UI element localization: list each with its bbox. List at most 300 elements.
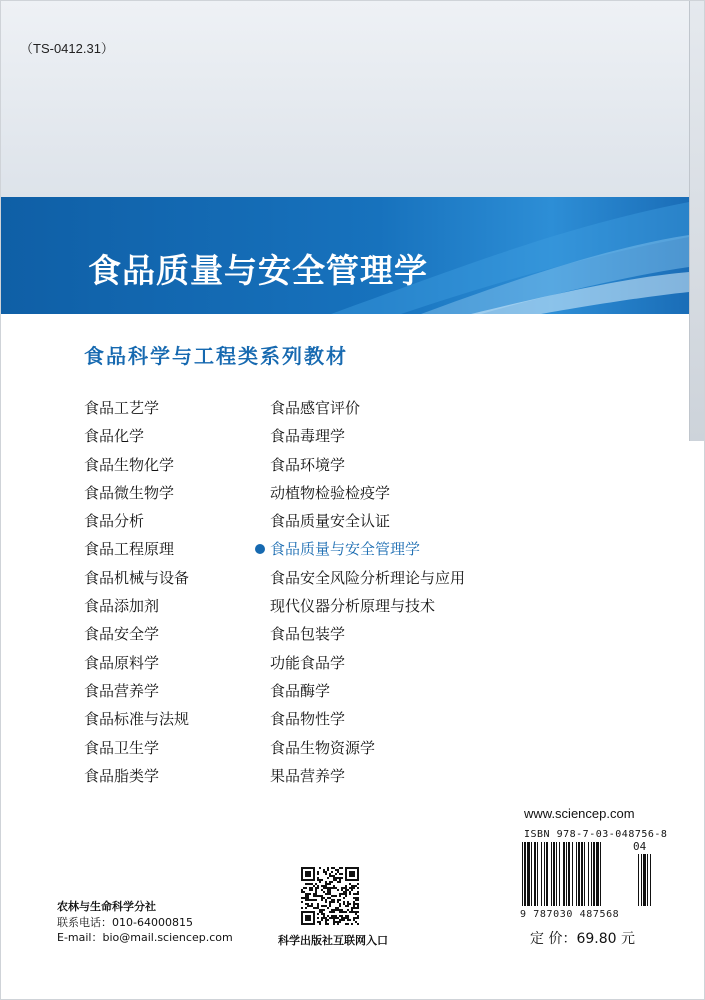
qr-module (351, 885, 353, 887)
qr-module (345, 911, 347, 913)
qr-module (331, 915, 333, 917)
qr-module (325, 871, 327, 873)
qr-module (307, 893, 309, 895)
qr-module (333, 919, 335, 921)
qr-module (317, 877, 319, 879)
qr-module (355, 913, 357, 915)
qr-finder-module (313, 877, 315, 879)
qr-module (325, 893, 327, 895)
qr-module (317, 871, 319, 873)
qr-module (353, 893, 355, 895)
qr-module (343, 897, 345, 899)
qr-module (333, 867, 335, 869)
qr-module (333, 885, 335, 887)
qr-module (353, 917, 355, 919)
qr-module (357, 917, 359, 919)
qr-finder-module (355, 867, 357, 869)
qr-module (303, 897, 305, 899)
qr-module (311, 905, 313, 907)
qr-module (317, 895, 319, 897)
qr-finder-module (301, 917, 303, 919)
qr-module (323, 917, 325, 919)
qr-label: 科学出版社互联网入口 (278, 934, 388, 947)
qr-module (347, 901, 349, 903)
qr-module (313, 907, 315, 909)
qr-finder-module (307, 923, 309, 925)
qr-finder-module (309, 879, 311, 881)
qr-module (335, 907, 337, 909)
qr-module (353, 887, 355, 889)
qr-finder-module (307, 867, 309, 869)
qr-module (305, 907, 307, 909)
qr-module (341, 867, 343, 869)
qr-module (353, 901, 355, 903)
qr-module (319, 909, 321, 911)
barcode-bar (588, 842, 589, 906)
qr-finder-module (353, 867, 355, 869)
series-item: 食品添加剂 (84, 597, 160, 616)
qr-module (303, 887, 305, 889)
qr-module (317, 907, 319, 909)
qr-module (333, 895, 335, 897)
qr-finder-module (351, 879, 353, 881)
qr-module (339, 911, 341, 913)
barcode-bar (576, 842, 577, 906)
qr-finder-module (307, 911, 309, 913)
qr-module (307, 905, 309, 907)
qr-module (317, 917, 319, 919)
qr-module (327, 915, 329, 917)
qr-finder-module (345, 879, 347, 881)
qr-finder-module (309, 873, 311, 875)
qr-module (333, 875, 335, 877)
qr-module (347, 917, 349, 919)
qr-module (343, 901, 345, 903)
qr-module (347, 919, 349, 921)
qr-finder-module (311, 923, 313, 925)
barcode-addon-bar (650, 854, 651, 906)
qr-module (327, 887, 329, 889)
qr-finder-module (305, 923, 307, 925)
qr-module (325, 905, 327, 907)
qr-module (337, 877, 339, 879)
qr-module (311, 889, 313, 891)
qr-module (333, 909, 335, 911)
isbn-text: ISBN 978-7-03-048756-8 (524, 829, 668, 840)
qr-module (325, 917, 327, 919)
qr-finder-module (313, 869, 315, 871)
qr-module (311, 903, 313, 905)
qr-finder-module (305, 915, 307, 917)
qr-module (301, 891, 303, 893)
qr-module (323, 905, 325, 907)
series-item: 食品工艺学 (84, 399, 160, 417)
qr-finder-module (357, 867, 359, 869)
qr-module (323, 871, 325, 873)
qr-module (335, 877, 337, 879)
qr-module (343, 919, 345, 921)
qr-module (327, 889, 329, 891)
qr-finder-module (313, 911, 315, 913)
series-item-current (270, 535, 465, 563)
qr-finder-module (357, 871, 359, 873)
qr-finder-module (303, 867, 305, 869)
qr-module (339, 879, 341, 881)
qr-module (343, 891, 345, 893)
qr-finder-module (311, 911, 313, 913)
qr-module (347, 915, 349, 917)
qr-module (321, 905, 323, 907)
qr-module (343, 893, 345, 895)
qr-finder-module (357, 873, 359, 875)
qr-finder-module (355, 879, 357, 881)
barcode-addon-bar (638, 854, 639, 906)
qr-module (307, 899, 309, 901)
qr-module (341, 887, 343, 889)
qr-module (313, 895, 315, 897)
qr-module (333, 877, 335, 879)
qr-module (337, 917, 339, 919)
series-item: 食品物性学 (270, 710, 346, 729)
qr-module (341, 889, 343, 891)
qr-module (317, 913, 319, 915)
qr-module (347, 909, 349, 911)
series-item: 食品质量安全认证 (270, 512, 391, 531)
qr-module (339, 873, 341, 875)
qr-module (335, 887, 337, 889)
qr-module (319, 879, 321, 881)
series-item: 食品环境学 (270, 455, 346, 474)
qr-module (341, 917, 343, 919)
price: 定 价：69.80 元 (530, 931, 635, 947)
qr-finder-module (301, 913, 303, 915)
barcode-bar (524, 842, 526, 906)
qr-finder-module (301, 871, 303, 873)
qr-module (357, 903, 359, 905)
qr-module (347, 923, 349, 925)
qr-module (317, 873, 319, 875)
qr-module (329, 891, 331, 893)
qr-module (339, 867, 341, 869)
barcode-bar (572, 842, 573, 906)
qr-finder-module (357, 879, 359, 881)
qr-finder-module (303, 923, 305, 925)
barcode-bar (568, 842, 570, 906)
qr-module (331, 895, 333, 897)
qr-module (323, 909, 325, 911)
qr-module (323, 885, 325, 887)
qr-module (355, 899, 357, 901)
qr-module (339, 915, 341, 917)
qr-module (345, 891, 347, 893)
series-item: 果品营养学 (270, 766, 346, 785)
qr-module (331, 887, 333, 889)
qr-module (305, 887, 307, 889)
series-item: 食品化学 (84, 427, 145, 446)
series-list-right (270, 394, 465, 790)
qr-module (329, 887, 331, 889)
qr-module (349, 883, 351, 885)
qr-module (313, 885, 315, 887)
barcode-addon-bar (647, 854, 648, 906)
qr-module (333, 899, 335, 901)
qr-module (339, 905, 341, 907)
book-title: 食品质量与安全管理学 (88, 251, 428, 290)
qr-module (315, 891, 317, 893)
qr-module (349, 903, 351, 905)
qr-module (323, 891, 325, 893)
qr-finder-module (313, 873, 315, 875)
qr-module (341, 915, 343, 917)
qr-finder-module (301, 879, 303, 881)
qr-module (353, 885, 355, 887)
qr-module (331, 875, 333, 877)
qr-finder-module (305, 867, 307, 869)
qr-module (319, 881, 321, 883)
qr-module (349, 911, 351, 913)
qr-module (339, 921, 341, 923)
qr-module (351, 923, 353, 925)
qr-finder-module (301, 911, 303, 913)
qr-module (329, 889, 331, 891)
qr-module (329, 897, 331, 899)
qr-module (357, 911, 359, 913)
qr-module (337, 869, 339, 871)
qr-module (329, 875, 331, 877)
qr-finder-module (349, 879, 351, 881)
qr-finder-module (351, 873, 353, 875)
qr-module (349, 887, 351, 889)
qr-module (333, 879, 335, 881)
qr-finder-module (347, 867, 349, 869)
qr-module (341, 911, 343, 913)
qr-finder-module (305, 871, 307, 873)
series-item-label: 食品质量与安全管理学 (270, 540, 421, 559)
publisher-website: www.sciencep.com (524, 806, 635, 821)
qr-finder-module (309, 871, 311, 873)
qr-module (357, 907, 359, 909)
qr-finder-module (357, 877, 359, 879)
barcode-bar (566, 842, 567, 906)
qr-module (327, 897, 329, 899)
qr-module (345, 889, 347, 891)
qr-module (353, 911, 355, 913)
qr-module (345, 923, 347, 925)
qr-finder-module (311, 867, 313, 869)
qr-module (325, 873, 327, 875)
qr-finder-module (349, 873, 351, 875)
barcode-bar (537, 842, 538, 906)
qr-module (309, 905, 311, 907)
qr-module (337, 881, 339, 883)
qr-module (339, 903, 341, 905)
qr-finder-module (353, 871, 355, 873)
series-item: 动植物检验检疫学 (270, 483, 391, 502)
qr-module (357, 883, 359, 885)
qr-module (315, 895, 317, 897)
barcode-bar (527, 842, 530, 906)
qr-module (327, 891, 329, 893)
qr-module (353, 907, 355, 909)
qr-finder-module (349, 871, 351, 873)
qr-module (305, 895, 307, 897)
qr-finder-module (345, 875, 347, 877)
barcode-bar (544, 842, 545, 906)
barcode-bar (563, 842, 565, 906)
qr-module (315, 893, 317, 895)
series-item: 食品分析 (84, 512, 145, 531)
qr-module (355, 897, 357, 899)
qr-module (333, 911, 335, 913)
qr-module (341, 893, 343, 895)
qr-module (319, 911, 321, 913)
barcode-addon-bar (641, 854, 642, 906)
qr-module (337, 889, 339, 891)
qr-module (307, 897, 309, 899)
qr-module (339, 893, 341, 895)
barcode-bar (600, 842, 601, 906)
qr-module (323, 869, 325, 871)
publisher-email: E-mail：bio@mail.sciencep.com (57, 931, 233, 944)
qr-module (353, 897, 355, 899)
qr-module (331, 909, 333, 911)
qr-module (345, 917, 347, 919)
qr-module (349, 893, 351, 895)
qr-module (355, 903, 357, 905)
qr-module (327, 907, 329, 909)
qr-module (315, 889, 317, 891)
qr-finder-module (301, 921, 303, 923)
qr-finder-module (349, 875, 351, 877)
qr-module (357, 899, 359, 901)
qr-module (353, 919, 355, 921)
series-item: 食品机械与设备 (84, 568, 190, 587)
series-item: 现代仪器分析原理与技术 (270, 597, 436, 616)
qr-finder-module (349, 867, 351, 869)
qr-module (317, 903, 319, 905)
qr-module (325, 881, 327, 883)
qr-module (357, 891, 359, 893)
qr-finder-module (305, 873, 307, 875)
publisher-phone: 联系电话：010-64000815 (57, 915, 193, 929)
qr-module (311, 887, 313, 889)
qr-finder-module (313, 923, 315, 925)
qr-module (333, 917, 335, 919)
qr-module (325, 899, 327, 901)
qr-finder-module (307, 915, 309, 917)
qr-module (325, 919, 327, 921)
qr-module (337, 921, 339, 923)
qr-finder-module (309, 919, 311, 921)
qr-module (313, 893, 315, 895)
qr-module (317, 905, 319, 907)
qr-finder-module (307, 917, 309, 919)
qr-finder-module (307, 875, 309, 877)
qr-module (315, 887, 317, 889)
qr-module (327, 919, 329, 921)
qr-module (333, 923, 335, 925)
qr-module (307, 883, 309, 885)
qr-finder-module (353, 879, 355, 881)
spine-edge (689, 1, 704, 441)
qr-module (301, 897, 303, 899)
top-gradient-panel (1, 1, 689, 197)
qr-finder-module (313, 915, 315, 917)
qr-module (339, 909, 341, 911)
qr-finder-module (313, 879, 315, 881)
qr-module (351, 887, 353, 889)
qr-module (335, 921, 337, 923)
qr-module (329, 901, 331, 903)
qr-module (317, 879, 319, 881)
qr-module (341, 873, 343, 875)
qr-module (305, 883, 307, 885)
series-item: 功能食品学 (270, 653, 346, 672)
qr-module (317, 885, 319, 887)
qr-finder-module (313, 919, 315, 921)
qr-module (345, 887, 347, 889)
barcode-bar (559, 842, 560, 906)
qr-module (313, 899, 315, 901)
qr-finder-module (345, 867, 347, 869)
classification-code: （TS-0412.31） (20, 41, 114, 56)
series-item: 食品标准与法规 (84, 710, 190, 729)
qr-module (337, 907, 339, 909)
qr-module (335, 879, 337, 881)
qr-module (305, 893, 307, 895)
qr-module (353, 903, 355, 905)
qr-module (309, 889, 311, 891)
qr-module (351, 889, 353, 891)
qr-module (355, 911, 357, 913)
qr-finder-module (309, 911, 311, 913)
publisher-name: 农林与生命科学分社 (57, 900, 156, 913)
qr-module (329, 893, 331, 895)
qr-module (321, 897, 323, 899)
qr-module (341, 909, 343, 911)
qr-module (309, 883, 311, 885)
qr-module (337, 899, 339, 901)
qr-module (317, 921, 319, 923)
qr-finder-module (311, 879, 313, 881)
barcode-bar (593, 842, 595, 906)
qr-module (329, 873, 331, 875)
barcode-bar (546, 842, 548, 906)
qr-module (355, 885, 357, 887)
qr-module (339, 899, 341, 901)
qr-finder-module (301, 873, 303, 875)
qr-module (329, 905, 331, 907)
qr-module (335, 873, 337, 875)
qr-code (301, 867, 359, 925)
qr-module (311, 899, 313, 901)
barcode-bar (584, 842, 585, 906)
qr-finder-module (301, 923, 303, 925)
isbn-barcode (520, 842, 656, 908)
qr-finder-module (303, 879, 305, 881)
barcode-bar (551, 842, 552, 906)
qr-finder-module (353, 873, 355, 875)
qr-module (331, 917, 333, 919)
barcode-bar (581, 842, 583, 906)
qr-module (325, 883, 327, 885)
qr-module (335, 869, 337, 871)
qr-module (337, 923, 339, 925)
qr-finder-module (309, 875, 311, 877)
qr-module (321, 913, 323, 915)
qr-module (333, 901, 335, 903)
qr-module (341, 877, 343, 879)
